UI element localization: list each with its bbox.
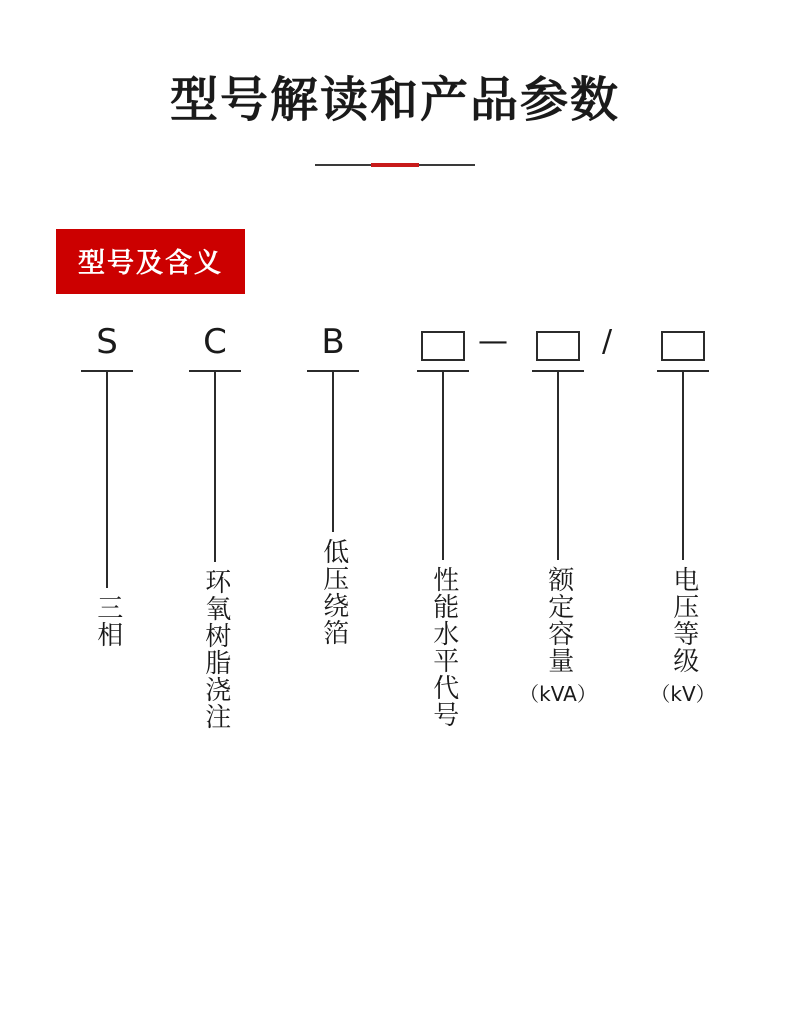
model-char-2: B	[321, 321, 345, 362]
model-segment-2	[278, 320, 388, 646]
page-title: 型号解读和产品参数	[169, 72, 620, 128]
model-box-3	[421, 331, 465, 361]
model-char-0: S	[96, 321, 118, 362]
model-stem-4	[557, 372, 559, 560]
model-label-0: 三相	[92, 593, 123, 648]
model-stem-0	[106, 372, 108, 588]
model-stem-1	[214, 372, 216, 562]
model-char-5	[628, 320, 738, 366]
model-char-1: C	[203, 321, 227, 362]
model-segment-1	[160, 320, 270, 730]
model-stem-5	[682, 372, 684, 560]
model-label-4: 额定容量	[543, 565, 574, 674]
title-divider	[315, 163, 475, 167]
divider-accent	[371, 163, 419, 167]
model-segment-3	[388, 320, 498, 728]
model-segment-0	[52, 320, 162, 648]
model-label-3: 性能水平代号	[428, 565, 459, 728]
model-box-4	[536, 331, 580, 361]
model-segment-4	[503, 320, 613, 707]
model-label-2: 低压绕箔	[318, 537, 349, 646]
model-separator-slash: /	[602, 323, 613, 359]
model-label-5: 电压等级	[668, 565, 699, 674]
model-stem-3	[442, 372, 444, 560]
model-label-1: 环氧树脂浇注	[200, 567, 231, 730]
model-stem-2	[332, 372, 334, 532]
model-box-5	[661, 331, 705, 361]
model-char-4	[503, 320, 613, 366]
model-segment-5	[628, 320, 738, 707]
model-unit-5: （kV）	[650, 681, 716, 706]
section-tag-model-meaning: 型号及含义	[56, 229, 245, 294]
model-code-diagram	[0, 320, 790, 920]
model-separator-dash: —	[478, 323, 508, 359]
model-unit-4: （kVA）	[519, 681, 597, 706]
